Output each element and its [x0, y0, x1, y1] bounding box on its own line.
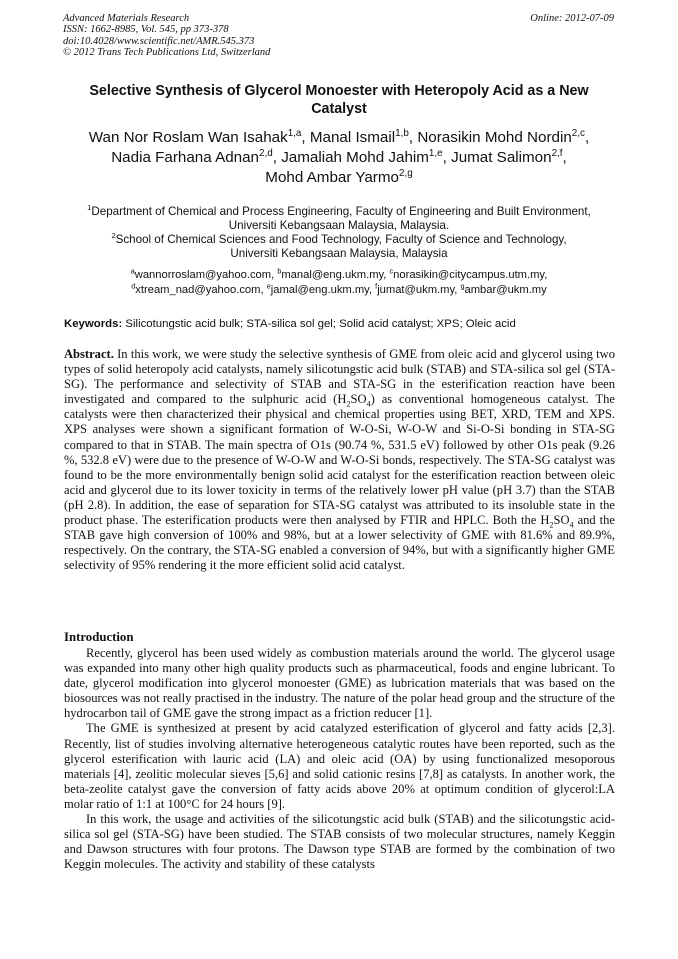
email-link[interactable]: ambar@ukm.my	[464, 284, 547, 296]
section-heading-introduction: Introduction	[64, 630, 134, 644]
copyright-line: © 2012 Trans Tech Publications Ltd, Switzerland	[63, 46, 271, 58]
paragraph: Recently, glycerol has been used widely as combustion materials around the world. The glycerol usage was expanded into many other high quality products such as pharmaceutical, foods and engine lubricant. To date, glycerol modification into glycerol monoester (GME) as lubrication materials that was based on the biosources was not really practised in the industry. The nature of the polar head group and the structure of the hydrocarbon tail of GME gave the strong impact as a friction reducer [1].	[64, 646, 615, 721]
author-list	[50, 128, 628, 188]
abstract-label: Abstract.	[64, 347, 114, 361]
author: Wan Nor Roslam Wan Isahak$^{1,a}$,	[88, 127, 310, 146]
affiliation-1: $^1$Department of Chemical and Process Engineering, Faculty of Engineering and Built Environment, Universiti Kebangsaan Malaysia, Malaysia.	[87, 203, 591, 232]
affiliations	[50, 205, 628, 261]
author-emails: $^a$wannorroslam@yahoo.com, $^b$manal@eng.ukm.my, $^c$norasikin@citycampus.utm.my, $^d$xtream_nad@yahoo.com, $^e$jamal@eng.ukm.my, $^f$jumat@ukm.my, $^g$ambar@ukm.my	[130, 266, 548, 296]
author: Jumat Salimon$^{2,f}$,	[451, 147, 567, 166]
author: Mohd Ambar Yarmo$^{2,g}$	[265, 167, 413, 186]
keywords	[64, 318, 616, 330]
email-link[interactable]: xtream_nad@yahoo.com	[135, 284, 261, 296]
email-link[interactable]: jumat@ukm.my	[377, 284, 455, 296]
author: Nadia Farhana Adnan$^{2,d}$,	[111, 147, 282, 166]
keywords-text: Silicotungstic acid bulk; STA-silica sol gel; Solid acid catalyst; XPS; Oleic acid	[125, 318, 516, 330]
paper-title: Selective Synthesis of Glycerol Monoester with Heteropoly Acid as a New Catalyst	[89, 83, 589, 117]
keywords-label: Keywords:	[64, 318, 123, 330]
issn-line: ISSN: 1662-8985, Vol. 545, pp 373-378	[63, 24, 229, 36]
paragraph: In this work, the usage and activities of the silicotungstic acid bulk (STAB) and the silicotungstic acid-silica sol gel (STA-SG) have been studied. The STAB consists of two molecular structures, namely Keggin and Dawson structures with four protons. The Dawson type STAB are formed by the combination of two Keggin molecules. The activity and stability of these catalysts	[64, 812, 615, 872]
email-link[interactable]: wannorroslam@yahoo.com	[134, 269, 272, 281]
author: Manal Ismail$^{1,b}$,	[309, 127, 418, 146]
doi-line: doi:10.4028/www.scientific.net/AMR.545.373	[63, 35, 255, 47]
online-date: Online: 2012-07-09	[530, 13, 614, 24]
email-link[interactable]: norasikin@citycampus.utm.my	[393, 269, 545, 281]
author: Norasikin Mohd Nordin$^{2,c}$,	[417, 127, 590, 146]
abstract: Abstract. In this work, we were study the selective synthesis of GME from oleic acid and glycerol using two types of solid heteropoly acid catalysts, namely silicotungstic acid bulk (STAB) and STA-silica sol gel (STA-SG). The performance and selectivity of STAB and STA-SG in the esterification reaction have been investigated and compared to the sulphuric acid $(H_2SO_4)$ as conventional homogeneous catalyst. The catalysts were then characterized their physical and chemical properties using BET, XRD, TEM and XPS. XPS analyses were shown a significant formation of W-O-Si, W-O-W and Si-O-Si bonding in STA-SG compared to that in STAB. The main spectra of O1s (90.74 %, 531.5 eV) followed by other O1s peak (9.26 %, 532.8 eV) were due to the presence of W-O-W and W-O-Si bonds, respectively. The STA-SG catalyst was found to be the more environmentally benign solid acid catalyst for the esterification reaction between oleic acid and glycerol due to its lower toxicity in terms of the relatively lower pH value (pH 3.7) than the STAB (pH 2.8). In addition, the ease of separation for STA-SG catalyst was attributed to its insoluble state in the product phase. The esterification products were then analysed by FTIR and HPLC. Both the $H_2SO_4$ and the STAB gave high conversion of 100% and 98%, but at a lower selectivity of GME with 81.6% and 89.9%, respectively. On the contrary, the STA-SG enabled a conversion of 94%, but with a significantly higher GME selectivity of 95% rendering it the more efficient solid acid catalyst.	[64, 347, 616, 573]
paragraph: The GME is synthesized at present by acid catalyzed esterification of glycerol and fatty acids [2,3]. Recently, list of studies involving alternative heterogeneous catalytic routes have been reported, such as the glycerol esterification with lauric acid (LA) and oleic acid (OA) by using functionalized mesoporous materials [4], zeolitic molecular sieves [5,6] and solid cationic resins [7,8] as catalysts. In another work, the beta-zeolite catalyst gave the conversion of fatty acids above 20% at optimum condition of glycerol:LA molar ratio of 1:1 at 100°C for 24 hours [9].	[64, 721, 615, 811]
introduction-body	[64, 646, 615, 872]
journal-header	[63, 13, 270, 58]
email-link[interactable]: manal@eng.ukm.my	[281, 269, 384, 281]
affiliation-2: $^2$School of Chemical Sciences and Food Technology, Faculty of Science and Technology, Universiti Kebangsaan Malaysia, Malaysia	[111, 231, 567, 260]
author: Jamaliah Mohd Jahim$^{1,e}$,	[281, 147, 452, 166]
journal-name: Advanced Materials Research	[63, 13, 190, 24]
email-link[interactable]: jamal@eng.ukm.my	[270, 284, 369, 296]
